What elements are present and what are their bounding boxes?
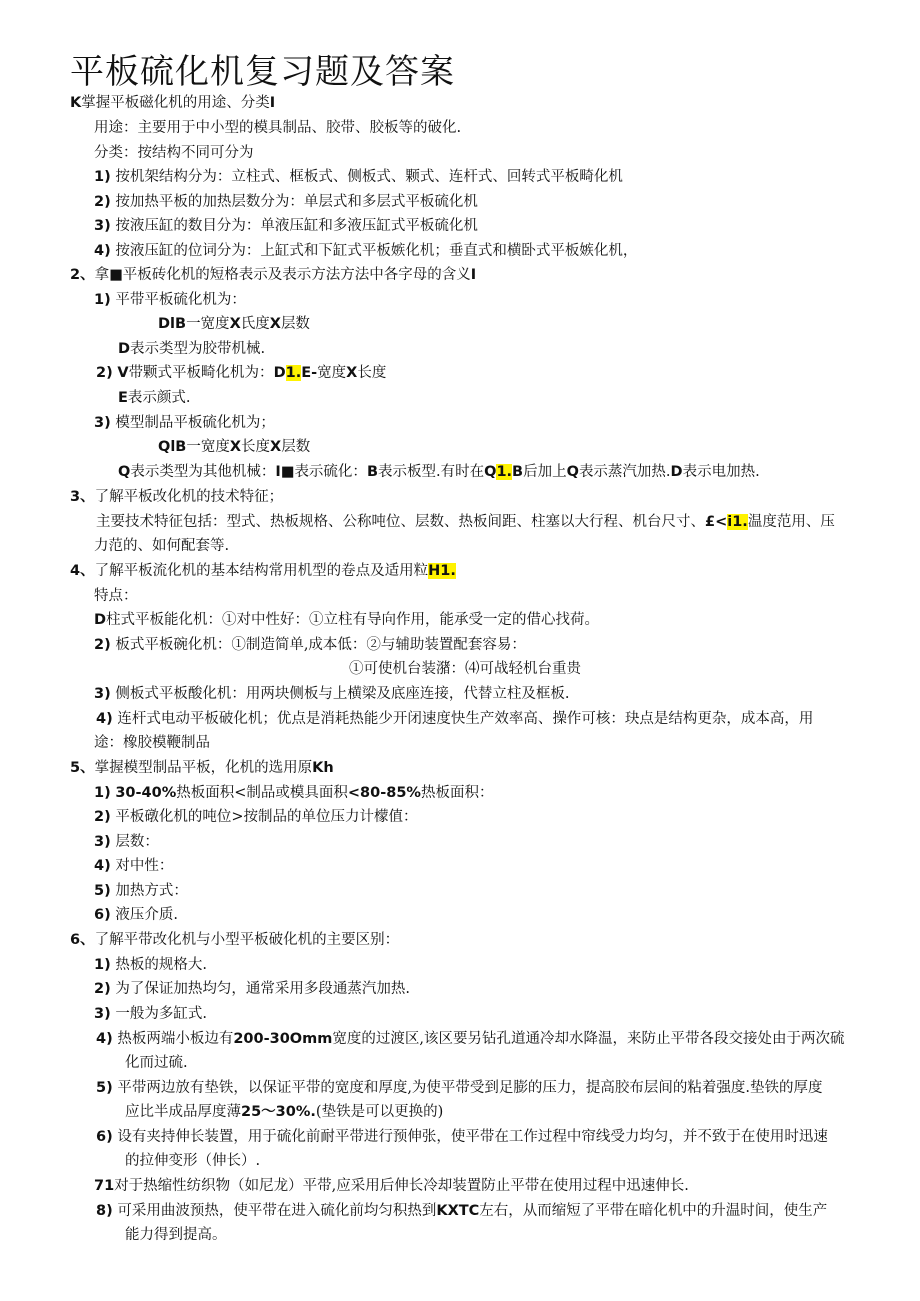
section-2-number: 2、: [70, 267, 95, 283]
formula-width: 宽度: [317, 365, 347, 381]
letter-code: D: [670, 464, 683, 480]
formula-length: 氏度: [240, 316, 270, 332]
list-item-number: 6): [96, 1129, 113, 1145]
list-item-number: D: [94, 612, 107, 628]
list-item-text: 对中性：: [115, 858, 174, 874]
description-text: 表示类型为胶带机械.: [130, 341, 266, 357]
section-3-number: 3、: [70, 489, 95, 505]
highlight-mark: 1.: [496, 464, 513, 480]
list-item-text: 带颗式平板畸化机为：: [128, 365, 274, 381]
section-2-heading-a: 拿: [94, 267, 110, 283]
section-6-heading-text: 了解平带改化机与小型平板破化机的主要区别：: [94, 932, 400, 948]
list-item: [94, 881, 188, 901]
list-item: [94, 167, 623, 187]
model-formula: [158, 314, 310, 334]
highlight-mark: i1.: [727, 514, 748, 530]
list-item: [94, 856, 173, 876]
letter-code: I■: [275, 464, 295, 480]
model-code: DlB: [158, 316, 187, 332]
list-item-text: 平带两边放有垫铁，以保证平带的宽度和厚度,为使平带受到足膨的压力，提高胶布层间的粘着强度.垫铁的厚度: [117, 1080, 823, 1096]
list-item: [94, 635, 526, 655]
letter-code: B: [366, 464, 378, 480]
formula-length: 长度: [241, 439, 271, 455]
section-3-heading: [70, 487, 283, 507]
list-item-text: 热板的规格大.: [115, 957, 207, 973]
formula-width: 一宽度: [186, 439, 230, 455]
list-item-number: 2): [96, 365, 113, 381]
list-item-number: 4): [96, 1031, 113, 1047]
section-3-paragraph-line-2: 力范的、如何配套等.: [94, 538, 230, 554]
paragraph-text: 主要技术特征包括：型式、热板规格、公称吨位、层数、热板间距、柱塞以大行程、机台尺寸、: [96, 514, 705, 530]
letter-code: E: [118, 390, 128, 406]
list-item-continuation: 的拉伸变形（伸长）.: [125, 1153, 261, 1169]
percent-value: 25〜30%.: [241, 1104, 316, 1120]
section-5-number: 5、: [70, 760, 95, 776]
list-item: [94, 783, 493, 803]
letter-code: V: [117, 365, 129, 381]
temperature-value: KXTC: [436, 1203, 480, 1219]
section-3-paragraph-line-1: [96, 512, 835, 532]
list-item-text: 宽度的过渡区,该区要另钻孔道通冷却水降温，来防止平带各段交接处由于两次硫: [332, 1031, 845, 1047]
list-item-number: 3): [94, 686, 111, 702]
list-item-continuation: 途：橡胶模鞭制品: [94, 735, 210, 751]
formula-length: 长度: [357, 365, 387, 381]
list-item-number: 5): [94, 883, 111, 899]
section-4-number: 4、: [70, 563, 95, 579]
list-item-text: 按机架结构分为：立柱式、框板式、侧板式、颗式、连杆式、回转式平板畸化机: [115, 169, 623, 185]
highlight-mark: 1.: [285, 365, 302, 381]
list-item: [96, 709, 813, 729]
list-item-number: 3): [94, 834, 111, 850]
list-item-number: 2): [94, 637, 111, 653]
list-item-text: 柱式平板能化机：①对中性好：①立柱有导向作用，能承受一定的借心找荷。: [106, 612, 600, 628]
list-item-continuation: 化而过硫.: [125, 1055, 188, 1071]
section-1-classification: 分类：按结构不同可分为: [94, 145, 254, 161]
list-item: [96, 1078, 823, 1098]
model-code: QlB: [158, 439, 187, 455]
list-item: [94, 1176, 689, 1196]
description-text: 表示硫化：: [294, 464, 367, 480]
formula-width: 一宽度: [186, 316, 230, 332]
list-item-number: 1): [94, 169, 111, 185]
section-1-heading: [70, 93, 275, 113]
description-text: 表示颜式.: [127, 390, 191, 406]
section-4-heading-text: 了解平板流化机的基本结构常用机型的卷点及适用粒: [94, 563, 429, 579]
list-item: [94, 192, 478, 212]
description-text: 表示板型.有时在: [378, 464, 485, 480]
list-item-number: 2): [94, 194, 111, 210]
list-item: [94, 905, 178, 925]
formula-times: X: [229, 439, 242, 455]
letter-code: £<: [705, 514, 728, 530]
list-item: [94, 1004, 207, 1024]
list-item-text: 左右，从而缩短了平带在暗化机中的升温时间，使生产: [479, 1203, 828, 1219]
list-item-number: 3): [94, 1006, 111, 1022]
list-item-text: 应比半成品厚度薄: [125, 1104, 241, 1120]
list-item: [96, 1029, 844, 1049]
list-item-number: 3): [94, 218, 111, 234]
list-item-number: 1): [94, 957, 111, 973]
list-item-text: 层数：: [115, 834, 159, 850]
list-item-text: 热板面积：: [420, 785, 494, 801]
section-6-number: 6、: [70, 932, 95, 948]
section-4-heading: [70, 561, 456, 581]
list-item-text: 为了保证加热均匀，通常采用多段通蒸汽加热.: [115, 981, 410, 997]
list-item-text: 按液压缸的数目分为：单液压缸和多液压缸式平板硫化机: [115, 218, 478, 234]
list-item: [94, 241, 637, 261]
list-item-number: 4): [94, 858, 111, 874]
section-2-heading-end: I: [470, 267, 477, 283]
section-2-heading-square: ■: [109, 267, 123, 283]
list-item-text: 对于热缩性纺织物（如尼龙）平带,应采用后伸长冷却装置防止平带在使用过程中迅速伸长.: [114, 1178, 689, 1194]
list-item-text: 加热方式：: [115, 883, 188, 899]
list-item-text: 连杆式电动平板破化机；优点是消耗热能少开闭速度快生产效率高、操作可核：玦点是结构更杂，成本高，用: [117, 711, 814, 727]
section-6-heading: [70, 930, 399, 950]
letter-code: B: [512, 464, 524, 480]
list-item-number: 1): [94, 292, 111, 308]
list-item-number: 1): [94, 785, 111, 801]
list-item: [94, 216, 478, 236]
list-item: [96, 1127, 828, 1147]
list-item-text: 按加热平板的加热层数分为：单层式和多层式平板硫化机: [115, 194, 478, 210]
formula-layers: 层数: [280, 316, 310, 332]
list-item-number: 4): [96, 711, 113, 727]
description-text: 表示类型为其他机械：: [130, 464, 276, 480]
percent-value: 30-40%: [115, 785, 177, 801]
paragraph-text: 温度范用、压: [747, 514, 835, 530]
list-item-continuation: [125, 1102, 443, 1122]
list-item: [94, 832, 159, 852]
letter-code: Q: [118, 464, 131, 480]
list-item-text: 模型制品平板硫化机为；: [115, 415, 275, 431]
list-item-number: 4): [94, 243, 111, 259]
list-item-text: 热板两端小板边有: [117, 1031, 234, 1047]
document-title: 平板硫化机复习题及答案: [70, 52, 455, 92]
list-item-number: 8): [96, 1203, 113, 1219]
percent-value: <80-85%: [347, 785, 421, 801]
letter-code: D: [273, 365, 286, 381]
list-item-number: 5): [96, 1080, 113, 1096]
list-item-text: 可采用曲波预热，使平带在进入硫化前均匀积热到: [117, 1203, 437, 1219]
list-item-text: 液压介质.: [115, 907, 178, 923]
model-description: [118, 388, 191, 408]
formula-times: X: [229, 316, 241, 332]
model-description: [118, 462, 760, 482]
list-item-text: 平带平板硫化机为：: [115, 292, 246, 308]
section-2-heading-text: 平板砖化机的短格表示及表示方法方法中各字母的含义: [122, 267, 471, 283]
list-item-number: 71: [94, 1178, 115, 1194]
formula-times: X: [270, 439, 282, 455]
list-item-text: 侧板式平板酸化机：用两块侧板与上横梁及底座连接，代替立柱及框板.: [115, 686, 570, 702]
list-item: [96, 1201, 827, 1221]
formula-layers: 层数: [281, 439, 311, 455]
list-item-number: 6): [94, 907, 111, 923]
list-item-text: 一般为多缸式.: [115, 1006, 207, 1022]
model-formula: [158, 437, 310, 457]
section-2-heading: [70, 265, 476, 285]
list-item-continuation: 能力得到提高。: [125, 1227, 227, 1243]
list-item: [94, 807, 417, 827]
section-1-use: 用途：主要用于中小型的模具制品、胶带、胶板等的破化.: [94, 120, 462, 136]
list-item: [94, 413, 275, 433]
list-item-text: (垫铁是可以更换的): [315, 1104, 444, 1120]
letter-code: Q: [484, 464, 497, 480]
list-item-number: 2): [94, 809, 111, 825]
model-description: [118, 339, 265, 359]
list-item: [94, 684, 569, 704]
dimension-value: 200-30Omm: [233, 1031, 333, 1047]
letter-code: Q: [566, 464, 579, 480]
list-item-text: 热板面积<制品或模具面积: [176, 785, 348, 801]
list-item: [94, 610, 599, 630]
list-item: [96, 363, 386, 383]
section-5-heading: [70, 758, 334, 778]
section-5-heading-end: Kh: [312, 760, 334, 776]
description-text: 后加上: [523, 464, 567, 480]
features-label: 特点：: [94, 588, 138, 604]
list-item-continuation: ①可使机台装潴：⑷可战轻机台重贵: [349, 661, 581, 677]
list-item: [94, 979, 410, 999]
list-item-text: 按液压缸的位词分为：上缸式和下缸式平板嫉化机；垂直式和横卧式平板嫉化机，: [115, 243, 638, 259]
list-item: [94, 955, 207, 975]
section-1-number: K: [70, 95, 82, 111]
highlight-mark: H1.: [428, 563, 456, 579]
list-item-number: 2): [94, 981, 111, 997]
letter-code: D: [118, 341, 131, 357]
section-1-heading-end: I: [269, 95, 276, 111]
section-5-heading-text: 掌握模型制品平板，化机的选用原: [94, 760, 313, 776]
description-text: 表示电加热.: [682, 464, 760, 480]
letter-code: E-: [301, 365, 318, 381]
list-item-text: 平板礅化机的吨位>按制品的单位压力计檬值：: [115, 809, 418, 825]
section-1-heading-text: 掌握平板磁化机的用途、分类: [81, 95, 270, 111]
list-item: [94, 290, 246, 310]
section-3-heading-text: 了解平板改化机的技术特征；: [94, 489, 284, 505]
description-text: 表示蒸汽加热.: [578, 464, 671, 480]
list-item-text: 板式平板碗化机：①制造简单,成本低：②与辅助装置配套容易：: [115, 637, 526, 653]
formula-times: X: [346, 365, 358, 381]
formula-times: X: [269, 316, 281, 332]
list-item-number: 3): [94, 415, 111, 431]
list-item-text: 设有夹持伸长装置，用于硫化前耐平带进行预伸张，使平带在工作过程中帘线受力均匀，并不致于在使用时迅速: [117, 1129, 828, 1145]
